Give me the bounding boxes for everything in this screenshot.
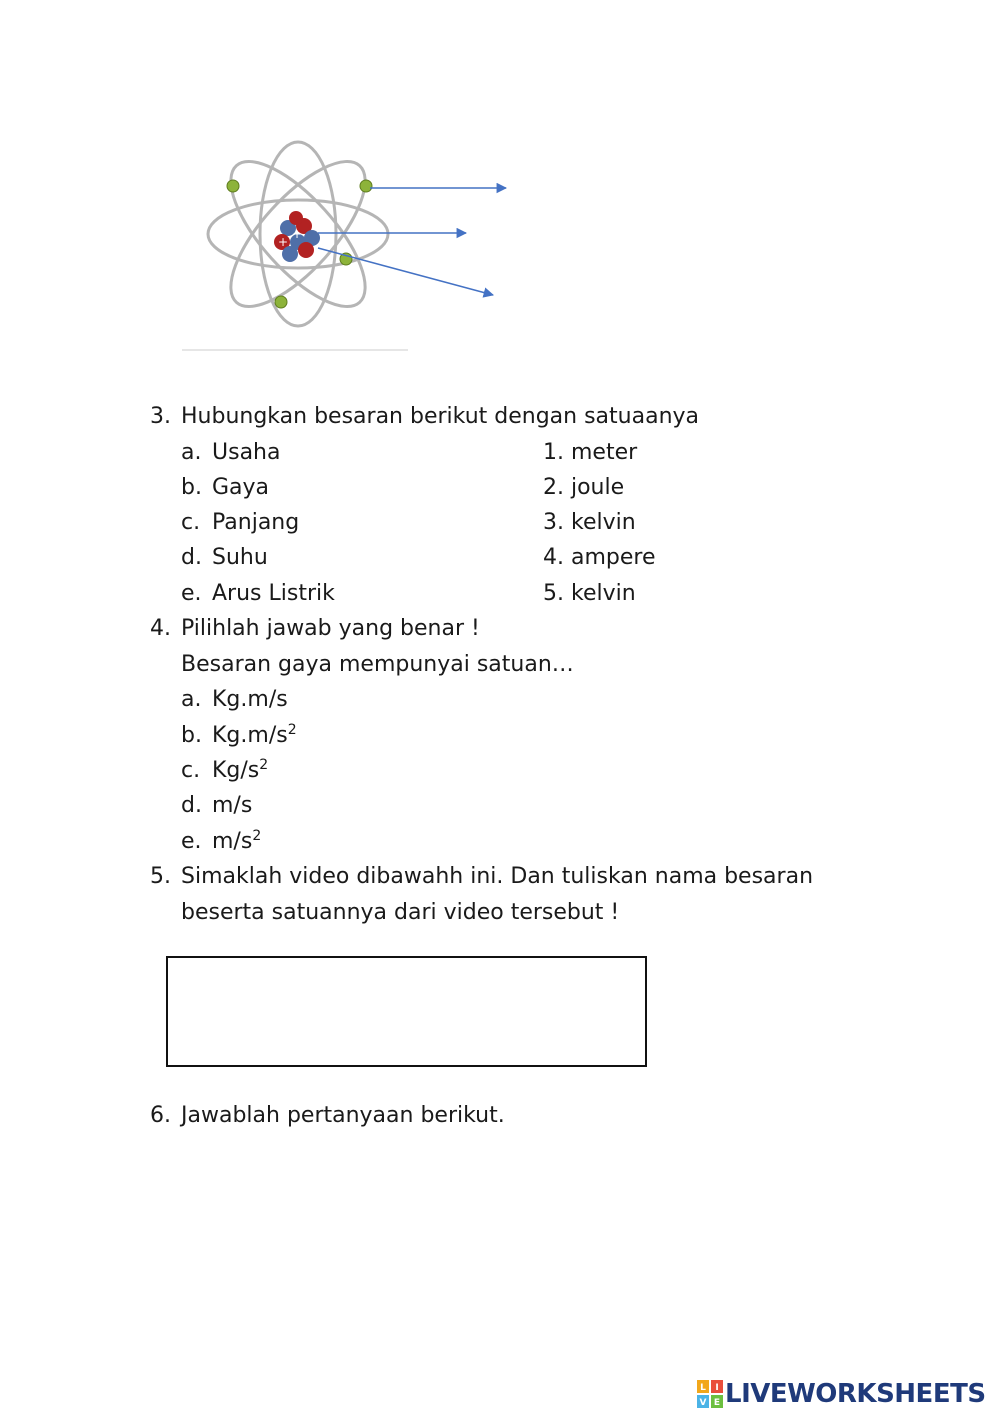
icon-letter: I — [715, 1383, 719, 1393]
arrow-proton — [318, 248, 493, 295]
electron — [275, 296, 287, 308]
q5-text-line2: beserta satuannya dari video tersebut ! — [181, 900, 620, 925]
q4-option-marker: e. — [181, 829, 202, 854]
q4-question: Besaran gaya mempunyai satuan… — [181, 652, 574, 677]
q4-option-b — [212, 722, 297, 748]
q3-left-item: Gaya — [212, 475, 270, 500]
video-answer-box[interactable] — [166, 956, 647, 1067]
q3-right-item: 1. meter — [543, 440, 638, 465]
electron — [360, 180, 372, 192]
liveworksheets-logo — [697, 1378, 986, 1410]
option-text: Kg/s — [212, 758, 260, 783]
q3-right-item: 5. kelvin — [543, 581, 636, 606]
q4-option-marker: c. — [181, 758, 201, 783]
q4-option-marker: a. — [181, 687, 202, 712]
q4-option-c — [212, 757, 269, 783]
icon-letter: E — [713, 1398, 721, 1408]
q4-option-marker: d. — [181, 793, 202, 818]
option-text: m/s — [212, 829, 253, 854]
q5-number: 5. — [150, 864, 171, 889]
q4-option-a — [212, 689, 288, 711]
option-sup: 2 — [259, 757, 269, 773]
option-text: Kg.m/s — [212, 723, 288, 748]
q4-number: 4. — [150, 616, 171, 641]
q3-right-item: 2. joule — [543, 475, 625, 500]
option-sup: 2 — [252, 828, 262, 844]
svg-text:+: + — [292, 227, 303, 241]
q3-left-item: Arus Listrik — [212, 581, 335, 606]
option-sup: 2 — [287, 722, 297, 738]
option-text: m/s — [212, 793, 253, 818]
icon-letter: V — [699, 1398, 707, 1408]
q3-right-item: 3. kelvin — [543, 510, 636, 535]
icon-letter: L — [700, 1383, 706, 1393]
nucleus — [274, 211, 320, 262]
q3-left-marker: a. — [181, 440, 202, 465]
q5-text-line1: Simaklah video dibawahh ini. Dan tuliskan nama besaran — [181, 864, 814, 889]
q6-number: 6. — [150, 1103, 171, 1128]
liveworksheets-wordmark: LIVEWORKSHEETS — [725, 1379, 986, 1409]
q3-question: Hubungkan besaran berikut dengan satuaanya — [181, 404, 700, 429]
atom-diagram — [180, 130, 520, 355]
q3-left-item: Usaha — [212, 440, 281, 465]
q6-question: Jawablah pertanyaan berikut. — [181, 1103, 505, 1128]
q3-left-marker: c. — [181, 510, 201, 535]
svg-text:+: + — [278, 235, 289, 249]
q3-left-marker: e. — [181, 581, 202, 606]
q4-option-d — [212, 795, 252, 817]
q3-left-marker: b. — [181, 475, 202, 500]
liveworksheets-icon — [697, 1380, 723, 1408]
q4-instruction: Pilihlah jawab yang benar ! — [181, 616, 480, 641]
electron — [227, 180, 239, 192]
option-text: Kg.m/s — [212, 687, 288, 712]
q3-left-item: Panjang — [212, 510, 300, 535]
q3-left-item: Suhu — [212, 545, 268, 570]
q4-option-marker: b. — [181, 723, 202, 748]
q4-option-e — [212, 828, 262, 854]
q3-left-marker: d. — [181, 545, 202, 570]
q3-number: 3. — [150, 404, 171, 429]
q3-right-item: 4. ampere — [543, 545, 656, 570]
